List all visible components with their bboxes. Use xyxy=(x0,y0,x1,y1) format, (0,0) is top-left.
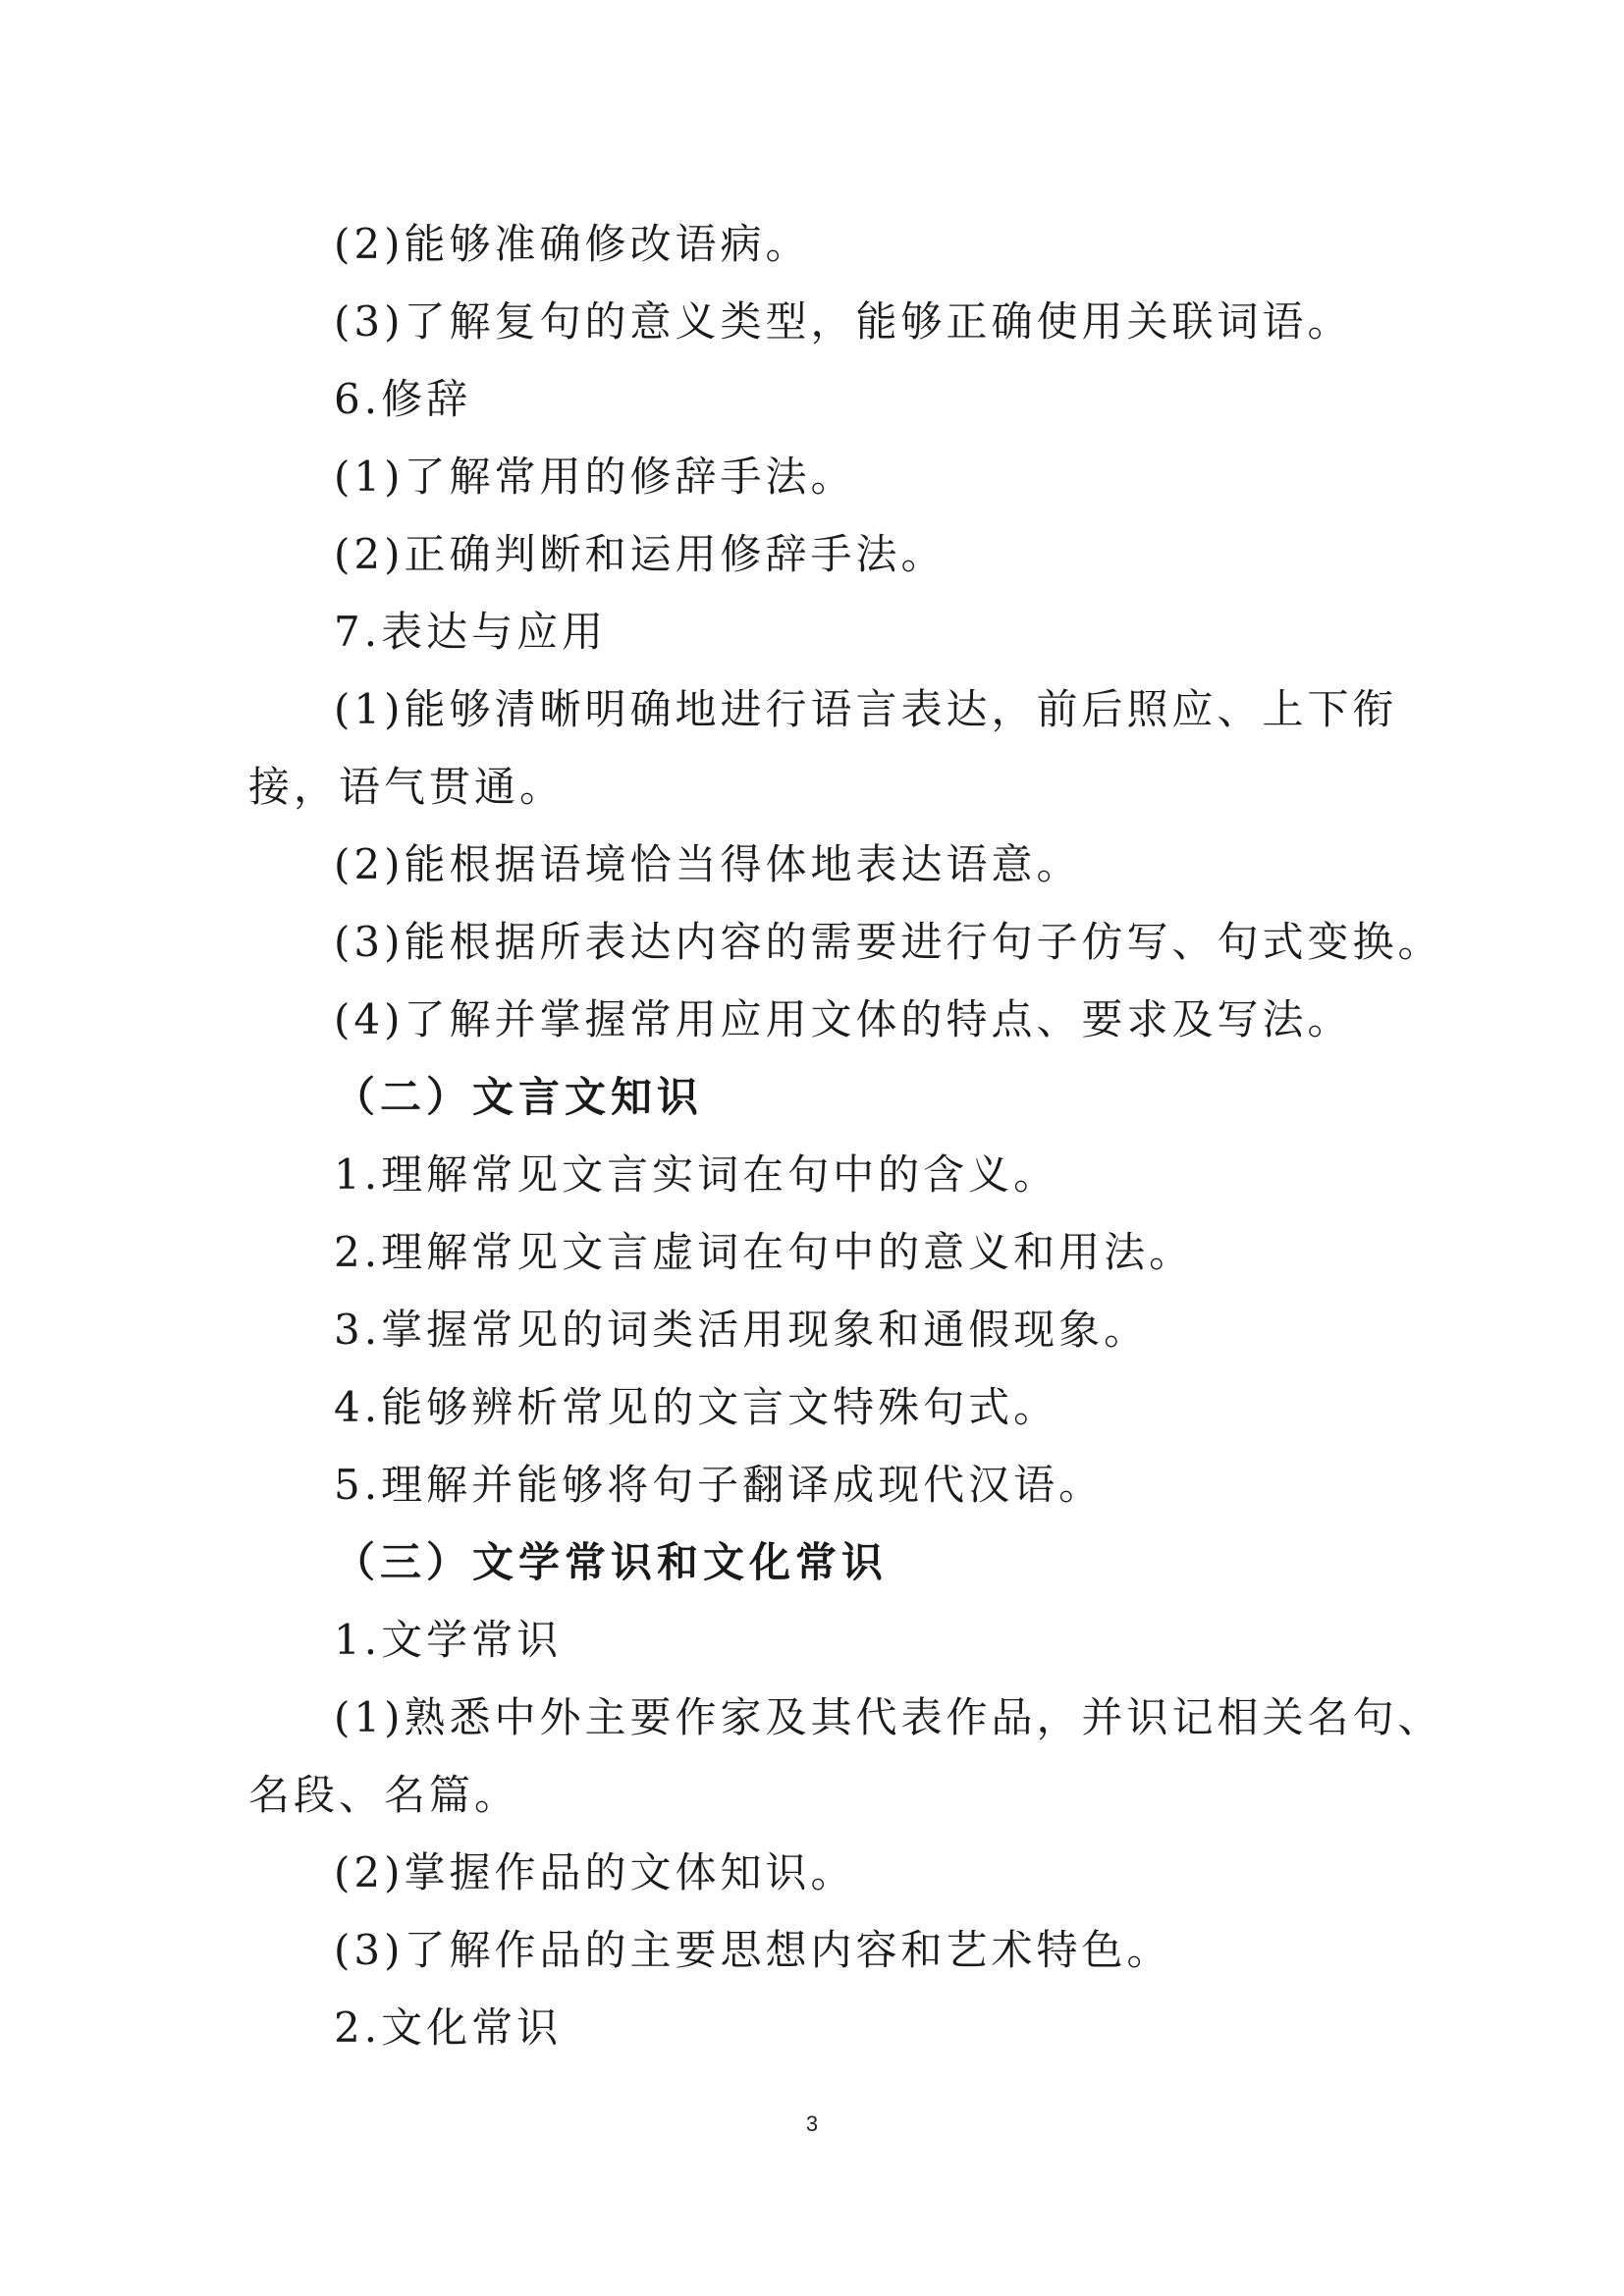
section-heading: 6.修辞 xyxy=(334,375,472,423)
text-line: 5.理解并能够将句子翻译成现代汉语。 xyxy=(334,1461,1105,1509)
text-line: (4)了解并掌握常用应用文体的特点、要求及写法。 xyxy=(334,995,1353,1043)
text-line: 2.理解常见文言虚词在句中的意义和用法。 xyxy=(334,1228,1195,1276)
text-line: (3)了解作品的主要思想内容和艺术特色。 xyxy=(334,1926,1172,1974)
text-line: 名段、名篇。 xyxy=(248,1771,520,1819)
text-line: (2)能根据语境恰当得体地表达语意。 xyxy=(334,840,1082,888)
text-line: 3.掌握常见的词类活用现象和通假现象。 xyxy=(334,1306,1150,1354)
text-line: (2)能够准确修改语病。 xyxy=(334,220,811,268)
section-heading: 2.文化常识 xyxy=(334,2003,563,2052)
text-line: (1)熟悉中外主要作家及其代表作品，并识记相关名句、 xyxy=(334,1693,1443,1741)
text-line: 接，语气贯通。 xyxy=(248,763,566,811)
text-line: (3)了解复句的意义类型，能够正确使用关联词语。 xyxy=(334,297,1353,346)
text-line: (1)了解常用的修辞手法。 xyxy=(334,453,856,501)
text-line: (2)掌握作品的文体知识。 xyxy=(334,1848,856,1896)
text-line: 4.能够辨析常见的文言文特殊句式。 xyxy=(334,1383,1059,1431)
text-line: (1)能够清晰明确地进行语言表达，前后照应、上下衔 xyxy=(334,685,1398,733)
page-number: 3 xyxy=(805,2111,819,2136)
text-line: (2)正确判断和运用修辞手法。 xyxy=(334,530,947,578)
section-heading: 7.表达与应用 xyxy=(334,608,608,656)
section-heading: （二）文言文知识 xyxy=(334,1073,704,1121)
text-line: (3)能根据所表达内容的需要进行句子仿写、句式变换。 xyxy=(334,918,1443,966)
text-line: 1.理解常见文言实词在句中的含义。 xyxy=(334,1150,1059,1199)
section-heading: 1.文学常识 xyxy=(334,1616,563,1664)
section-heading: （三）文学常识和文化常识 xyxy=(334,1538,889,1586)
